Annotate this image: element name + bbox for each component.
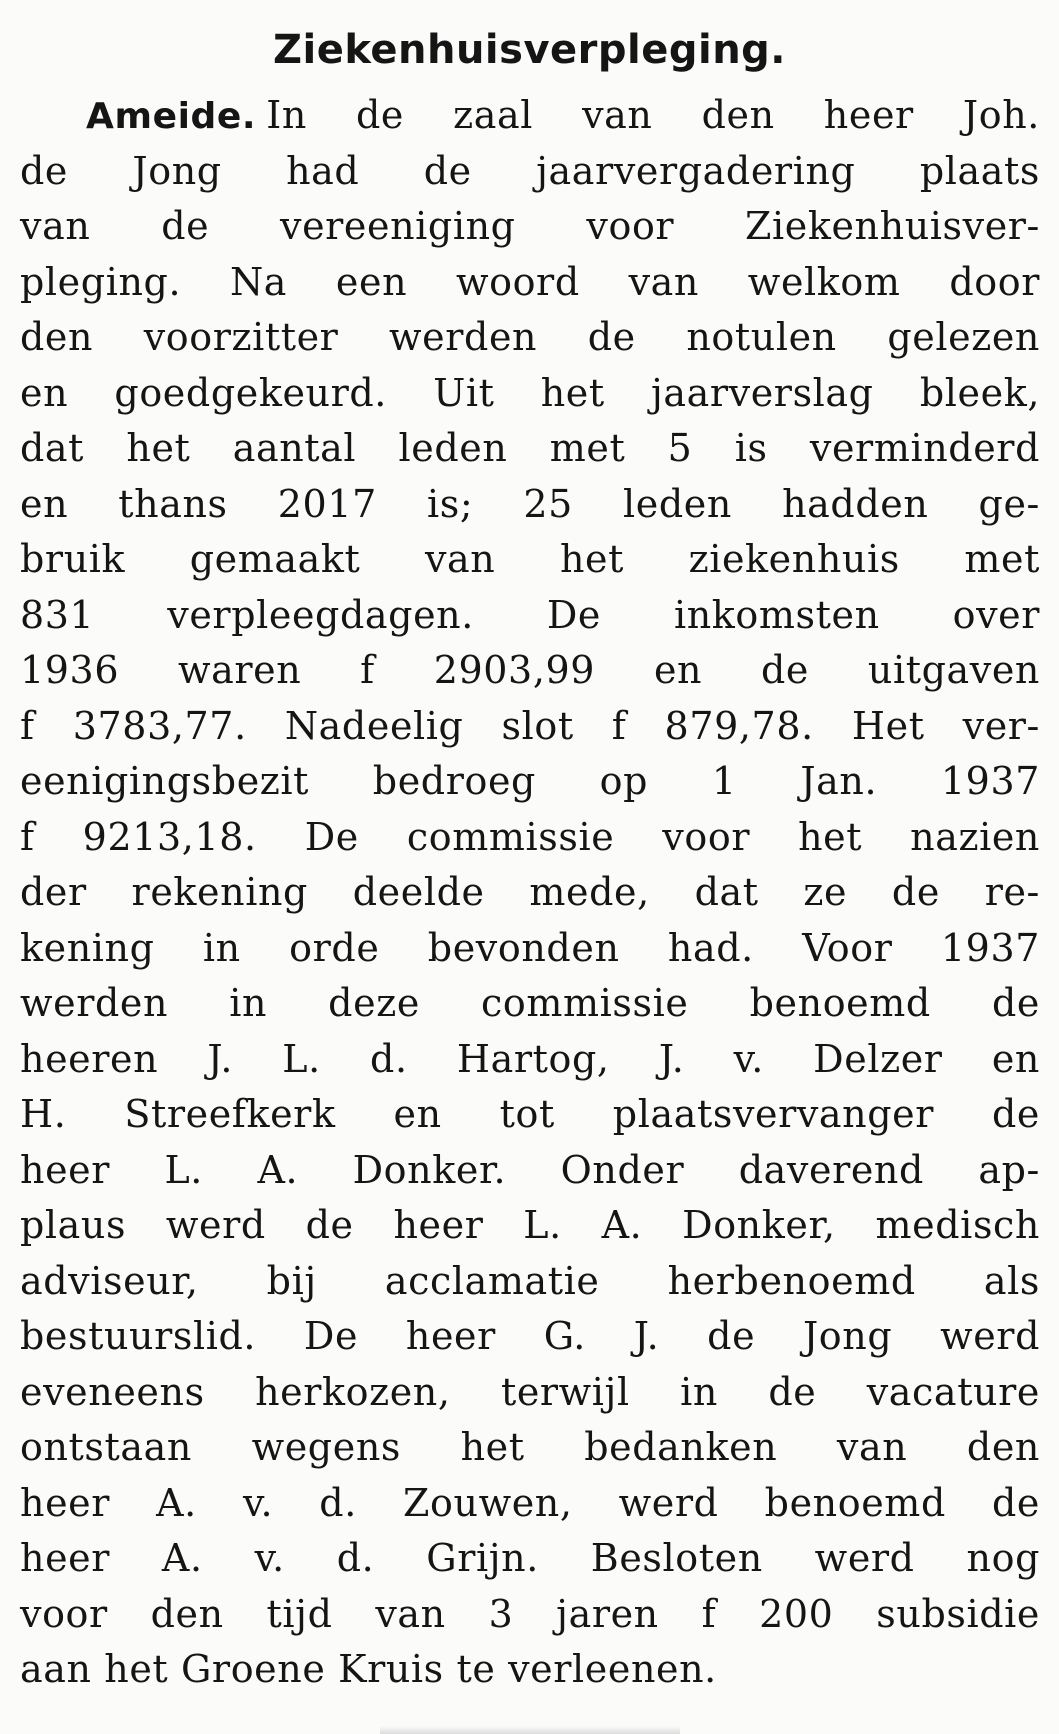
article-line: werden in deze commissie benoemd de	[20, 981, 1040, 1025]
article-line: pleging. Na een woord van welkom door	[20, 259, 1040, 304]
dateline: Ameide.	[86, 96, 257, 137]
article-line: kening in orde bevonden had. Voor 1937	[20, 925, 1040, 970]
article-line: aan het Groene Kruis te verleenen.	[20, 1647, 717, 1691]
article-line: f 9213,18. De commissie voor het nazien	[20, 814, 1040, 859]
article-line: bruik gemaakt van het ziekenhuis met	[20, 537, 1040, 581]
article-body	[20, 88, 1040, 1698]
article-line: der rekening deelde mede, dat ze de re-	[20, 870, 1040, 914]
article-line: heer L. A. Donker. Onder daverend ap-	[20, 1147, 1040, 1192]
article-line: dat het aantal leden met 5 is verminderd	[20, 426, 1040, 470]
article-line: en thans 2017 is; 25 leden hadden ge-	[20, 481, 1040, 526]
article-line: eenigingsbezit bedroeg op 1 Jan. 1937	[20, 759, 1040, 803]
article-line: H. Streefkerk en tot plaatsvervanger de	[20, 1092, 1040, 1136]
article-line: plaus werd de heer L. A. Donker, medisch	[20, 1203, 1040, 1247]
article-line: eveneens herkozen, terwijl in de vacature	[20, 1369, 1040, 1414]
article-line: den voorzitter werden de notulen gelezen	[20, 315, 1040, 359]
article-line: Ameide. In de zaal van den heer Joh.	[86, 93, 1040, 137]
article-line: heer A. v. d. Zouwen, werd benoemd de	[20, 1480, 1040, 1525]
article-line: voor den tijd van 3 jaren f 200 subsidie	[20, 1591, 1040, 1636]
article-line: f 3783,77. Nadeelig slot f 879,78. Het ver-	[20, 703, 1040, 748]
article-line: ontstaan wegens het bedanken van den	[20, 1425, 1040, 1469]
article-line: heer A. v. d. Grijn. Besloten werd nog	[20, 1536, 1040, 1580]
article-line: bestuurslid. De heer G. J. de Jong werd	[20, 1314, 1040, 1358]
article-line: 831 verpleegdagen. De inkomsten over	[20, 592, 1040, 637]
page-edge-shadow	[380, 1726, 680, 1734]
article-line: van de vereeniging voor Ziekenhuisver-	[20, 204, 1040, 248]
article-line: de Jong had de jaarvergadering plaats	[20, 148, 1040, 193]
article-title: Ziekenhuisverpleging.	[273, 27, 786, 73]
article-line: heeren J. L. d. Hartog, J. v. Delzer en	[20, 1036, 1040, 1081]
article-line: 1936 waren f 2903,99 en de uitgaven	[20, 648, 1040, 692]
article-line: adviseur, bij acclamatie herbenoemd als	[20, 1258, 1040, 1303]
article-line: en goedgekeurd. Uit het jaarverslag bleek,	[20, 370, 1040, 415]
